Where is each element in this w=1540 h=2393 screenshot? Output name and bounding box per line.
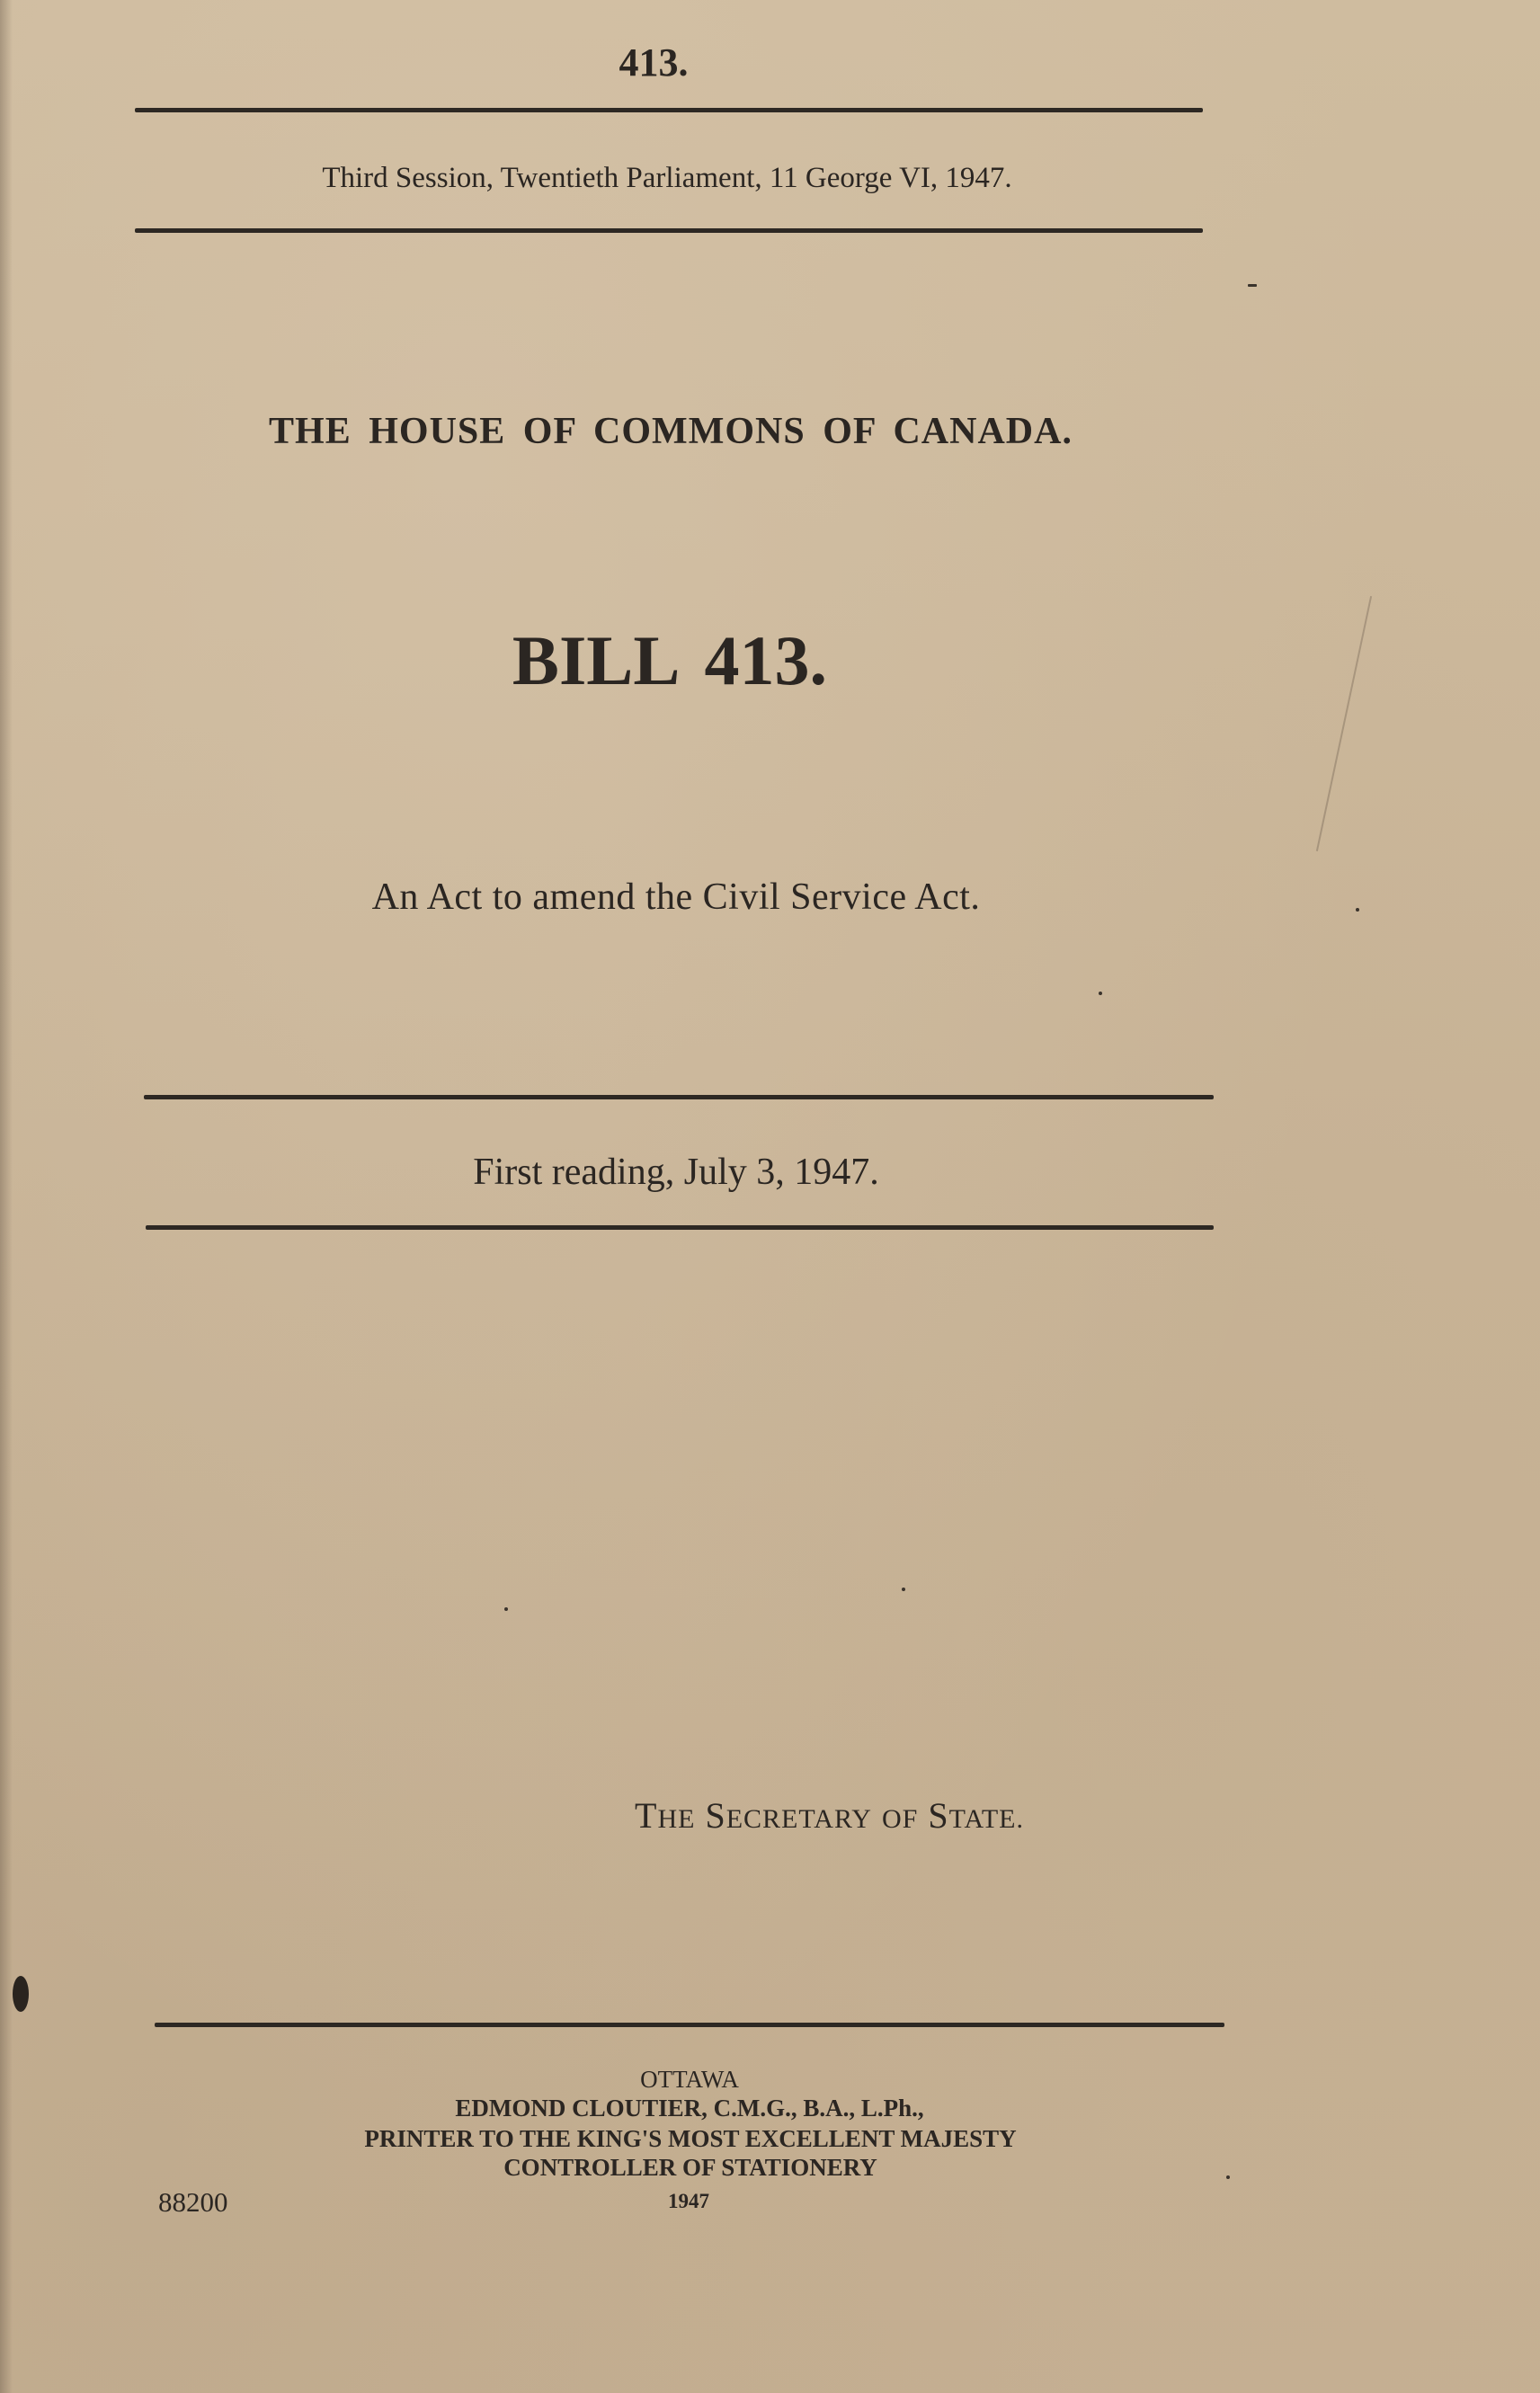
sponsor-word-4-rest: TATE. — [948, 1804, 1024, 1834]
page-number: 413. — [619, 40, 689, 85]
page-edge-shadow — [0, 0, 13, 2393]
print-code: 88200 — [158, 2186, 228, 2218]
sponsor-word-1-initial: T — [635, 1795, 658, 1836]
sponsor-word-2-initial: S — [705, 1795, 726, 1836]
sponsor-word-1-rest: HE — [657, 1804, 696, 1834]
bill-title: BILL 413. — [512, 621, 828, 699]
house-heading: THE HOUSE OF COMMONS OF CANADA. — [269, 411, 1073, 452]
bill-description: An Act to amend the Civil Service Act. — [371, 876, 981, 918]
paper-speck — [902, 1588, 905, 1591]
reading-bottom-rule — [146, 1225, 1214, 1230]
imprint-title-1: PRINTER TO THE KING'S MOST EXCELLENT MAJESTY — [364, 2125, 1017, 2152]
session-rule — [135, 228, 1203, 233]
paper-speck — [1226, 2175, 1230, 2179]
imprint-rule — [155, 2023, 1224, 2027]
sponsor-word-4-initial: S — [928, 1795, 949, 1836]
imprint-city: OTTAWA — [640, 2066, 739, 2093]
first-reading: First reading, July 3, 1947. — [473, 1152, 879, 1193]
paper-speck — [13, 1976, 29, 2012]
imprint-printer: EDMOND CLOUTIER, C.M.G., B.A., L.Ph., — [455, 2095, 924, 2122]
imprint-year: 1947 — [668, 2190, 709, 2212]
paper-speck — [1248, 284, 1257, 287]
paper-speck — [504, 1607, 508, 1611]
imprint-title-2: CONTROLLER OF STATIONERY — [503, 2154, 877, 2181]
reading-top-rule — [144, 1095, 1214, 1099]
sponsor-word-3: OF — [881, 1804, 919, 1834]
session-line: Third Session, Twentieth Parliament, 11 George VI, 1947. — [322, 162, 1012, 194]
sponsor — [635, 1794, 1024, 1837]
paper-scratch — [1316, 596, 1372, 851]
top-rule — [135, 108, 1203, 112]
sponsor-word-2-rest: ECRETARY — [725, 1804, 872, 1834]
paper-speck — [1356, 908, 1359, 912]
paper-speck — [1099, 992, 1102, 995]
